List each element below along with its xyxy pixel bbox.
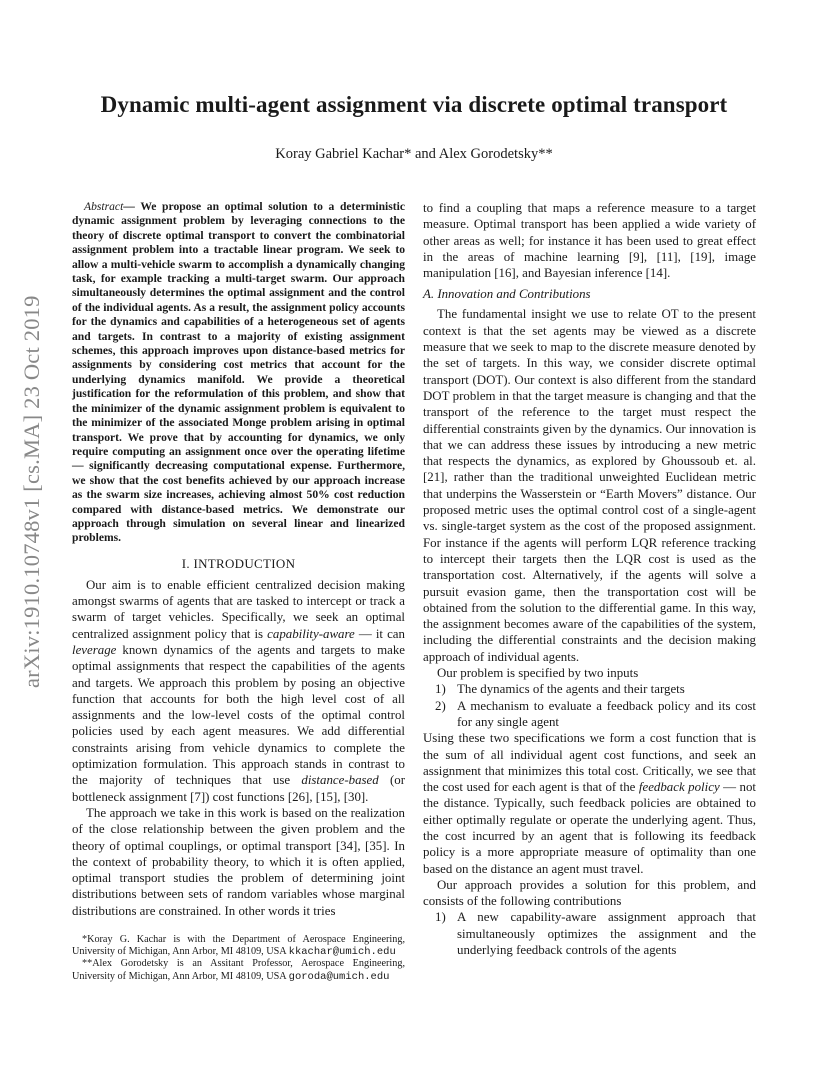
approach-paragraph: Our approach provides a solution for this problem, and consists of the following contributions bbox=[423, 877, 756, 909]
list-item-text: The dynamics of the agents and their targets bbox=[457, 682, 685, 697]
arxiv-stamp bbox=[18, 284, 46, 688]
subsection-heading-innovation: A. Innovation and Contributions bbox=[423, 287, 591, 302]
footnote-2-text: **Alex Gorodetsky is an Assitant Professor, Aerospace Engineering, University of Michigan, Ann Arbor, MI 48109, USA bbox=[72, 958, 405, 982]
list-item-number: 1) bbox=[435, 910, 446, 925]
intro-paragraph-1 bbox=[72, 577, 405, 805]
paper-authors: Koray Gabriel Kachar* and Alex Gorodetsky** bbox=[275, 146, 553, 162]
cost-paragraph-text-a: Using these two specifications we form a cost function that is the sum of all individual agent cost functions, and seek an assignment that minimizes this total cost. Critically, we see that the cost used for each agent is that of the bbox=[423, 731, 756, 795]
list-item bbox=[423, 681, 756, 697]
inputs-list bbox=[423, 681, 756, 730]
list-item bbox=[423, 698, 756, 731]
right-column bbox=[423, 200, 756, 958]
section-heading-introduction: I. INTRODUCTION bbox=[181, 555, 296, 571]
intro-p1-emphasis-2: leverage bbox=[72, 642, 117, 657]
abstract-text: — We propose an optimal solution to a deterministic dynamic assignment problem by leveraging connections to the theory of discrete optimal transport to convert the combinatorial assignment problem into a tractable linear program. We seek to allow a multi-vehicle swarm to accomplish a dynamically changing task, for example tracking a multi-target swarm. Our approach simultaneously determines the optimal assignment and the control of the individual agents. As a result, the assignment policy accounts for the dynamics and capabilities of a heterogeneous set of agents and targets. In contrast to a majority of existing assignment schemes, this approach improves upon distance-based metrics for assignments by considering cost metrics that account for the underlying dynamics manifold. We provide a theoretical justification for the reformulation of this problem, and show that the minimizer of the dynamic assignment problem is equivalent to the minimizer of the associated Monge problem arising in optimal transport. We prove that by accounting for dynamics, we only require computing an assignment once over the operating lifetime — significantly decreasing computational expense. Furthermore, we show that the cost benefits achieved by our approach increase as the swarm size increases, achieving almost 50% cost reduction compared with distance-based metrics. We demonstrate our approach through simulation on several linear and linearized problems. bbox=[72, 200, 405, 545]
intro-p1-emphasis-3: distance-based bbox=[301, 773, 379, 788]
intro-p1-text-a: Our aim is to enable efficient centralized decision making amongst swarms of agents that are tasked to intercept or track a swarm of target vehicles. Specifically, we seek an optimal centralized assignment policy that is bbox=[72, 577, 405, 641]
contributions-list bbox=[423, 909, 756, 958]
cost-paragraph-emphasis: feedback policy bbox=[638, 780, 720, 795]
intro-p1-emphasis-1: capability-aware bbox=[267, 626, 355, 641]
paper-title: Dynamic multi-agent assignment via discrete optimal transport bbox=[100, 92, 728, 117]
intro-paragraph-2: The approach we take in this work is based on the realization of the close relationship between the given problem and the theory of optimal couplings, or optimal transport [34], [35]. In the context of probability theory, to which it is often applied, optimal transport studies the problem of determining joint distributions between sets of random variables whose marginal distributions are constrained. In other words it tries bbox=[72, 805, 405, 918]
footnote-1-text: *Koray G. Kachar is with the Department of Aerospace Engineering, University of Michigan, Ann Arbor, MI 48109, USA bbox=[72, 934, 405, 958]
left-column bbox=[72, 200, 405, 919]
footnotes bbox=[72, 934, 405, 983]
arxiv-stamp-text: arXiv:1910.10748v1 [cs.MA] 23 Oct 2019 bbox=[19, 295, 44, 688]
footnote-1-email: kkachar@umich.edu bbox=[288, 946, 396, 959]
abstract bbox=[72, 200, 405, 546]
list-item-number: 1) bbox=[435, 682, 446, 697]
intro-p1-text-d: (or bottleneck assignment [7]) cost functions [26], [15], [30]. bbox=[72, 773, 405, 804]
list-item-text: A mechanism to evaluate a feedback policy and its cost for any single agent bbox=[457, 698, 756, 729]
list-item bbox=[423, 909, 756, 958]
abstract-label: Abstract bbox=[84, 200, 124, 213]
footnote-1 bbox=[72, 934, 405, 958]
innovation-paragraph: The fundamental insight we use to relate OT to the present context is that the set agents may be viewed as a discrete measure that we seek to map to the discrete measure denoted by the set of targets. In this way, we consider discrete optimal transport (DOT). Our context is also different from the standard DOT problem in that the target measure is changing and that the transport of the reference to the target must respect the differential constraints given by the dynamics. Our innovation is that we can address these issues by introducing a new metric that respects the dynamics, as explored by Ghoussoub et. al. [21], rather than the traditional unweighted Euclidean metric that underpins the Wasserstein or “Earth Movers” distance. Our proposed metric uses the optimal control cost of a single-agent vs. single-target system as the cost of the proposed assignment. For instance if the agents will perform LQR reference tracking to intercept their targets then the LQR cost is used as the transportation cost. Alternatively, if the agents will solve a pursuit evasion game, then the transportation cost will be obtained from the solution to the differential game. In this way, the assignment becomes aware of the capabilities of the system, including the differential constraints and the decision making approach of individual agents. bbox=[423, 307, 756, 664]
list-item-number: 2) bbox=[435, 698, 446, 713]
list-item-text: A new capability-aware assignment approach that simultaneously optimizes the assignment and the underlying feedback controls of the agents bbox=[457, 910, 756, 958]
footnote-2-email: goroda@umich.edu bbox=[288, 970, 390, 983]
intro-p1-text-c: known dynamics of the agents and targets to make optimal assignments that respect the capabilities of the agents and targets. We approach this problem by posing an objective function that accounts for both the high level cost of all assignments and the low-level costs of the optimal control policies used by each agent measures. We add differential constraints arising from vehicle dynamics to complete the optimization formulation. This approach stands in contrast to the majority of techniques that use bbox=[72, 642, 405, 788]
footnote-2 bbox=[72, 958, 405, 982]
intro-p1-text-b: — it can bbox=[354, 626, 405, 641]
inputs-intro-paragraph: Our problem is specified by two inputs bbox=[437, 666, 639, 681]
cost-function-paragraph bbox=[423, 730, 756, 877]
cost-paragraph-text-b: — not the distance. Typically, such feedback policies are obtained to either optimally regulate or operate the underlying agent. Thus, the cost incurred by an agent that is following its feedback policy is a more appropriate measure of optimality than one based on the distance an agent must travel. bbox=[423, 780, 756, 876]
intro-paragraph-2-continued: to find a coupling that maps a reference measure to a target measure. Optimal transport has been applied a wide variety of other areas as well; for instance it has been used to great effect in the areas of machine learning [9], [11], [19], image manipulation [16], and Bayesian inference [14]. bbox=[423, 201, 756, 281]
